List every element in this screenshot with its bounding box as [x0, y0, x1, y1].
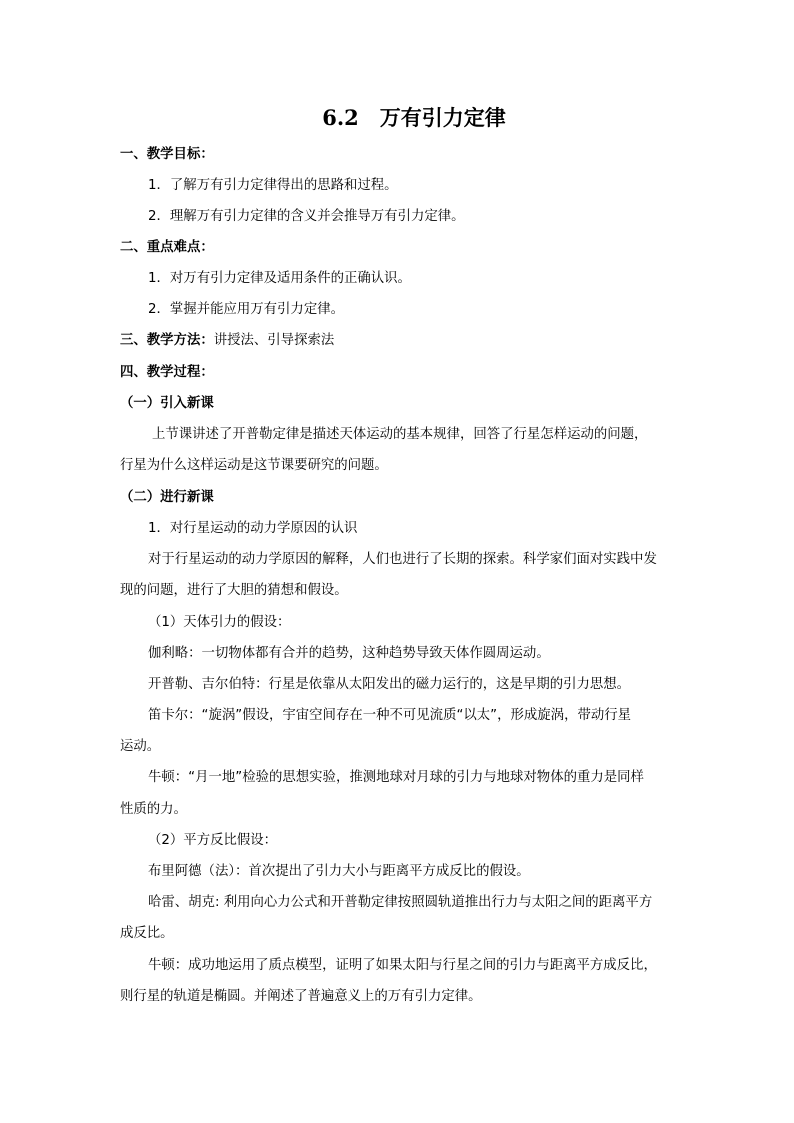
new-lesson-item-1: 1．对行星运动的动力学原因的认识 — [148, 521, 358, 536]
key-point-1: 1．对万有引力定律及适用条件的正确认识。 — [148, 271, 411, 286]
newton-law-line-2: 则行星的轨道是椭圆。并阐述了普遍意义上的万有引力定律。 — [120, 989, 482, 1004]
goal-item-1: 1．了解万有引力定律得出的思路和过程。 — [148, 178, 398, 193]
newton-law-line-1: 牛顿：成功地运用了质点模型，证明了如果太阳与行星之间的引力与距离平方成反比， — [148, 958, 657, 973]
new-lesson-heading: （二）进行新课 — [120, 490, 214, 505]
descartes-line-2: 运动。 — [120, 739, 161, 754]
process-heading: 四、教学过程： — [120, 365, 214, 380]
kepler-line: 开普勒、吉尔伯特：行星是依靠从太阳发出的磁力运行的，这是早期的引力思想。 — [148, 677, 631, 692]
goal-item-2: 2．理解万有引力定律的含义并会推导万有引力定律。 — [148, 209, 465, 224]
new-paragraph-line-2: 现的问题，进行了大胆的猜想和假设。 — [120, 583, 348, 598]
intro-paragraph-line-1: 上节课讲述了开普勒定律是描述天体运动的基本规律，回答了行星怎样运动的问题， — [152, 427, 648, 442]
intro-paragraph-line-2: 行星为什么这样运动是这节课要研究的问题。 — [120, 458, 388, 473]
new-paragraph-line-1: 对于行星运动的动力学原因的解释，人们也进行了长期的探索。科学家们面对实践中发 — [148, 552, 657, 567]
galileo-line: 伽利略：一切物体都有合并的趋势，这种趋势导致天体作圆周运动。 — [148, 646, 550, 661]
goals-heading: 一、教学目标： — [120, 147, 214, 162]
method-label: 三、教学方法： — [120, 333, 214, 348]
method-line — [120, 331, 680, 351]
bouillaud-line: 布里阿德（法）：首次提出了引力大小与距离平方成反比的假设。 — [148, 864, 530, 879]
page-title: 6.2 万有引力定律 — [322, 105, 506, 130]
key-points-heading: 二、重点难点： — [120, 240, 214, 255]
subsection-2-heading: （2）平方反比假设： — [148, 833, 278, 848]
key-point-2: 2．掌握并能应用万有引力定律。 — [148, 302, 344, 317]
subsection-1-heading: （1）天体引力的假设： — [148, 615, 291, 630]
method-text: 讲授法、引导探索法 — [213, 333, 335, 348]
halley-hooke-line-1: 哈雷、胡克: 利用向心力公式和开普勒定律按照圆轨道推出行力与太阳之间的距离平方 — [148, 895, 653, 910]
intro-heading: （一）引入新课 — [120, 396, 214, 411]
newton-test-line-2: 性质的力。 — [120, 802, 187, 817]
halley-hooke-line-2: 成反比。 — [120, 926, 174, 941]
descartes-line-1: 笛卡尔：“旋涡”假设，宇宙空间存在一种不可见流质“以太”，形成旋涡，带动行星 — [148, 708, 632, 723]
newton-test-line-1: 牛顿：“月一地”检验的思想实验，推测地球对月球的引力与地球对物体的重力是同样 — [148, 770, 644, 785]
